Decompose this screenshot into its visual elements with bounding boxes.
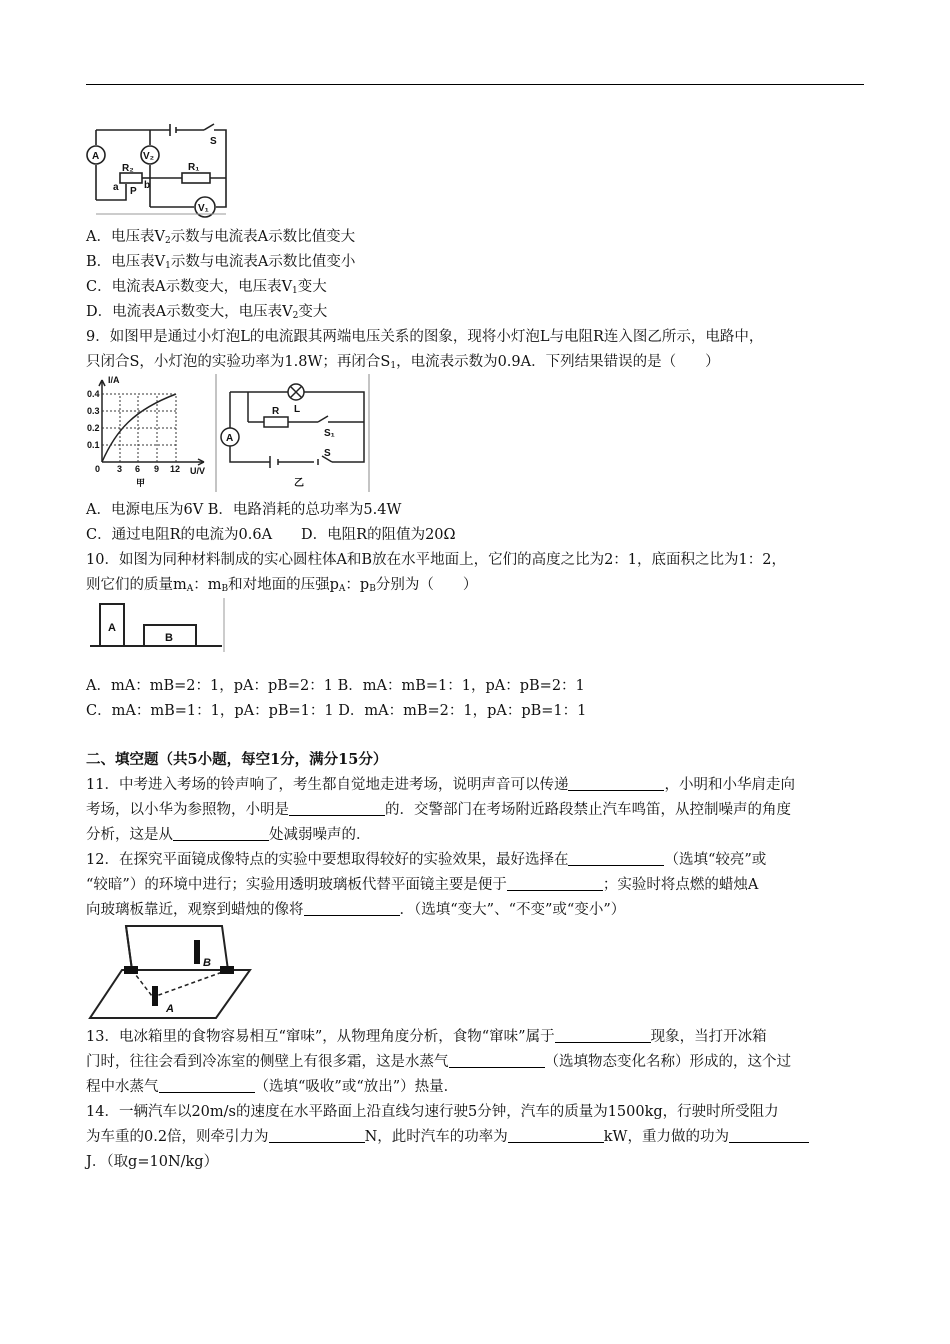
q11-line1: 11．中考进入考场的铃声响了，考生都自觉地走进考场，说明声音可以传递 ，小明和小华肩走向 <box>86 777 795 793</box>
header-rule <box>86 84 864 85</box>
q10-stem-line2: 则它们的质量$m_A$：$m_B$和对地面的压强$p_A$：$p_B$分别为（ ） <box>86 577 478 594</box>
q9-circuit-label-A: A <box>226 433 234 444</box>
q12-mirror-figure <box>86 920 254 1020</box>
q8-label-b: b <box>144 180 151 191</box>
q8-label-A: A <box>92 151 100 162</box>
q9-graph-xtick: 12 <box>170 464 181 474</box>
q9-graph-xtick: 3 <box>117 464 123 474</box>
q14-line1: 14．一辆汽车以20m/s的速度在水平路面上沿直线匀速行驶5分钟，汽车的质量为1500kg，行驶时所受阻力 <box>86 1104 779 1120</box>
q12-line3: 向玻璃板靠近，观察到蜡烛的像将 ．（选填“变大”、“不变”或“变小”） <box>86 902 626 918</box>
q8-label-a: a <box>113 182 119 193</box>
q9-options-cd: C．通过电阻R的电流为0.6A D．电阻R的阻值为20Ω <box>86 527 456 543</box>
q12-blank-2[interactable] <box>507 876 603 891</box>
q13-blank-3[interactable] <box>159 1078 255 1093</box>
q9-circuit-figure <box>214 374 374 492</box>
q8-label-V1: V₁ <box>198 203 209 214</box>
q13-line3: 程中水蒸气 （选填“吸收”或“放出”）热量． <box>86 1079 459 1095</box>
q11-blank-2[interactable] <box>289 801 385 816</box>
q9-circuit-caption: 乙 <box>294 478 304 489</box>
q10-options-cd <box>86 701 876 721</box>
q9-graph-caption: 甲 <box>136 478 146 488</box>
q9-graph-ytick: 0.3 <box>87 406 100 416</box>
q9-graph-xtick: 6 <box>135 464 141 474</box>
q13-blank-1[interactable] <box>555 1028 651 1043</box>
q8-label-P: P <box>130 186 137 197</box>
q8-option-c: C．电流表A示数变大，电压表$V_1$变大 <box>86 279 327 296</box>
q10-stem-line1: 10．如图为同种材料制成的实心圆柱体A和B放在水平地面上，它们的高度之比为2：1，底面积之比为1：2， <box>86 552 786 568</box>
q10-label-A: A <box>108 622 116 634</box>
q9-circuit-label-S: S <box>324 448 331 459</box>
q12-line1: 12．在探究平面镜成像特点的实验中要想取得较好的实验效果，最好选择在 （选填“较亮”或 <box>86 852 767 868</box>
q12-blank-1[interactable] <box>568 851 664 866</box>
q10-label-B: B <box>165 632 173 644</box>
q10-cylinders-figure <box>86 596 228 654</box>
q9-circuit-label-S1: S₁ <box>324 428 335 439</box>
q9-graph-xlabel: U/V <box>190 466 206 476</box>
q13-blank-2[interactable] <box>449 1053 545 1068</box>
q10-options-ab-text: A．mA：mB=2：1，pA：pB=2：1 B．mA：mB=1：1，pA：pB=2：1 <box>86 678 585 694</box>
q9-graph-ytick: 0.4 <box>87 389 100 399</box>
q12-line2: “较暗”）的环境中进行；实验用透明玻璃板代替平面镜主要是便于 ；实验时将点燃的蜡烛A <box>86 877 759 893</box>
q14-blank-3[interactable] <box>729 1128 809 1143</box>
section-heading-fill-in: 二、填空题（共5小题，每空1分，满分15分） <box>86 751 388 768</box>
q9-options-ab: A．电源电压为6V B．电路消耗的总功率为5.4W <box>86 502 402 518</box>
q9-graph-ylabel: I/A <box>108 375 120 385</box>
q8-label-V2: V₂ <box>143 151 155 162</box>
q9-iu-graph <box>86 374 214 492</box>
q13-line1: 13．电冰箱里的食物容易相互“窜味”，从物理角度分析，食物“窜味”属于 现象，当打开冰箱 <box>86 1029 767 1045</box>
q8-option-d: D．电流表A示数变大，电压表$V_2$变大 <box>86 304 328 321</box>
q13-line2: 门时，往往会看到冷冻室的侧壁上有很多霜，这是水蒸气 （选填物态变化名称）形成的，这个过 <box>86 1054 791 1070</box>
q10-options-cd-text: C．mA：mB=1：1，pA：pB=1：1 D．mA：mB=2：1，pA：pB=1：1 <box>86 703 587 719</box>
q8-label-R2: R₂ <box>122 163 134 174</box>
q8-label-R1: R₁ <box>188 162 200 173</box>
q11-line3: 分析，这是从 处减弱噪声的． <box>86 827 371 843</box>
q14-blank-1[interactable] <box>269 1128 365 1143</box>
q8-circuit-figure <box>86 122 232 218</box>
q11-line2: 考场，以小华为参照物，小明是 的．交警部门在考场附近路段禁止汽车鸣笛，从控制噪声的角度 <box>86 802 791 818</box>
q8-option-a: A．电压表$V_2$示数与电流表A示数比值变大 <box>86 229 356 246</box>
q11-blank-1[interactable] <box>568 776 664 791</box>
q9-circuit-label-R: R <box>272 406 280 417</box>
q9-graph-xtick: 0 <box>95 464 101 474</box>
q8-label-S: S <box>210 136 217 147</box>
q8-option-b: B．电压表$V_1$示数与电流表A示数比值变小 <box>86 254 356 271</box>
q9-circuit-label-L: L <box>294 404 301 415</box>
q12-label-B: B <box>203 957 211 969</box>
q9-graph-ytick: 0.2 <box>87 423 100 433</box>
q11-blank-3[interactable] <box>173 826 269 841</box>
q12-label-A: A <box>166 1003 174 1015</box>
q14-line3: J．（取g=10N/kg） <box>86 1154 219 1170</box>
q9-graph-xtick: 9 <box>154 464 160 474</box>
q9-graph-ytick: 0.1 <box>87 440 100 450</box>
q10-options-ab <box>86 676 876 696</box>
q9-stem-line1: 9．如图甲是通过小灯泡L的电流跟其两端电压关系的图象，现将小灯泡L与电阻R连入图乙所示，电路中， <box>86 329 764 345</box>
q14-blank-2[interactable] <box>508 1128 604 1143</box>
q14-line2: 为车重的0.2倍，则牵引力为 N，此时汽车的功率为 kW，重力做的功为 <box>86 1127 876 1147</box>
q12-blank-3[interactable] <box>304 901 400 916</box>
q9-stem-line2: 只闭合S，小灯泡的实验功率为1.8W；再闭合$S_1$，电流表示数为0.9A．下列结果错误的是（ ） <box>86 354 720 371</box>
